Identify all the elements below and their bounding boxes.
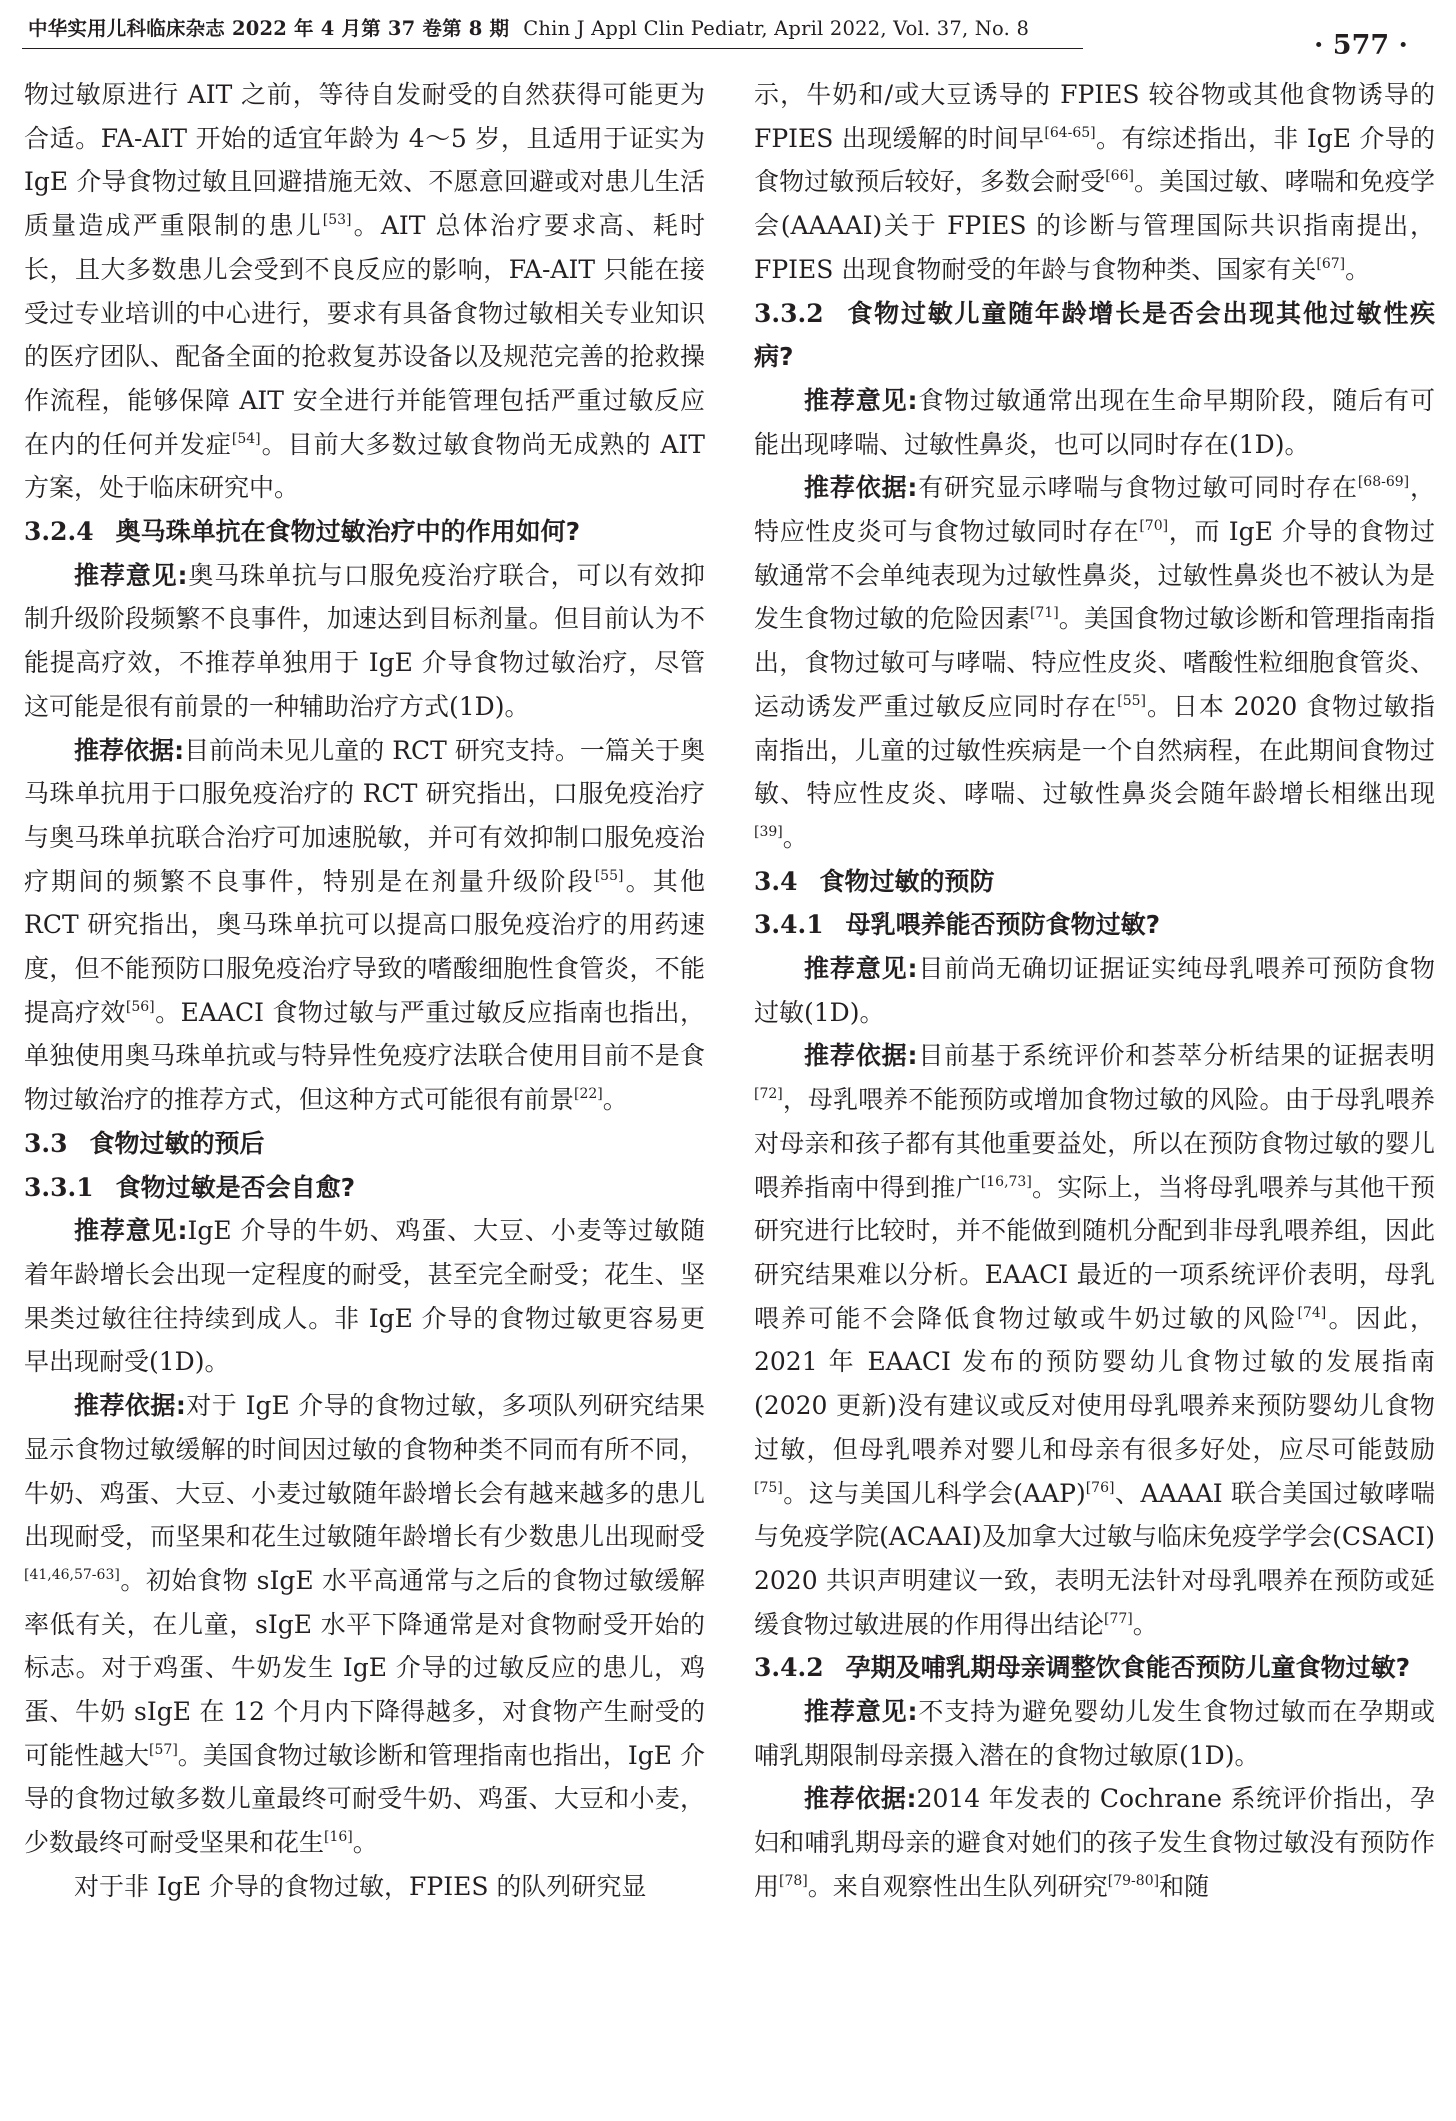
basis-label: 推荐依据: [804,1784,917,1814]
text: 对于 IgE 介导的食物过敏，多项队列研究结果显示食物过敏缓解的时间因过敏的食物种类不同而有所不同，牛奶、鸡蛋、大豆、小麦过敏随年龄增长会有越来越多的患儿出现耐受，而坚果和花生过敏随年龄增长有少数患儿出现耐受 [24,1391,705,1552]
citation: [22] [574,1086,603,1103]
citation: [76] [1085,1479,1115,1496]
text: 。实际上，当将母乳喂养与其他干预研究进行比较时，并不能做到随机分配到非母乳喂养组，因此研究结果难以分析。EAACI 最近的一项系统评价表明，母乳喂养可能不会降低食物过敏或牛奶过敏的风险 [754,1172,1435,1333]
basis-label: 推荐依据: [74,1391,186,1421]
header-rule [22,48,1083,49]
text: 。AIT 总体治疗要求高、耗时长，且大多数患儿会受到不良反应的影响，FA-AIT 只能在接受过专业培训的中心进行，要求有具备食物过敏相关专业知识的医疗团队、配备全面的抢救复苏设备以及规范完善的抢救操作流程，能够保障 AIT 安全进行并能管理包括严重过敏反应在内的任何并发症 [24,211,705,459]
section-number: 3.3.1 [24,1172,94,1202]
basis-label: 推荐依据: [74,735,185,765]
text: 目前尚未见儿童的 RCT 研究支持。一篇关于奥马珠单抗用于口服免疫治疗的 RCT 研究指出，口服免疫治疗与奥马珠单抗联合治疗可加速脱敏，并可有效抑制口服免疫治疗期间的频繁不良事件，特别是在剂量升级阶段 [24,735,705,896]
text: 。 [782,822,808,852]
text: 目前基于系统评价和荟萃分析结果的证据表明 [917,1041,1435,1071]
citation: [74] [1297,1304,1327,1321]
basis-paragraph [754,466,1435,859]
text: 。因此，2021 年 EAACI 发布的预防婴幼儿食物过敏的发展指南(2020 更新)没有建议或反对使用母乳喂养来预防婴幼儿食物过敏，但母乳喂养对婴儿和母亲有很多好处，应尽可能鼓励 [754,1303,1435,1464]
text: 。美国过敏、哮喘和免疫学会(AAAAI)关于 FPIES 的诊断与管理国际共识指南提出，FPIES 出现食物耐受的年龄与食物种类、国家有关 [754,167,1435,284]
text: 。有综述指出，非 IgE 介导的食物过敏预后较好，多数会耐受 [754,123,1435,197]
running-header [28,16,1083,42]
left-column [24,73,705,2113]
text: 物过敏原进行 AIT 之前，等待自发耐受的自然获得可能更为合适。FA-AIT 开始的适宜年龄为 4～5 岁，且适用于证实为 IgE 介导食物过敏且回避措施无效、不愿意回避或对患儿生活质量造成严重限制的患儿 [24,80,705,241]
citation: [41,46,57-63] [24,1566,120,1583]
section-heading-3-3-2 [754,292,1435,379]
text: 。 [602,1085,628,1115]
citation: [16,73] [980,1173,1032,1190]
section-heading-3-3-1 [24,1166,705,1210]
text: 。美国食物过敏诊断和管理指南也指出，IgE 介导的食物过敏多数儿童最终可耐受牛奶、鸡蛋、大豆和小麦，少数最终可耐受坚果和花生 [24,1740,705,1858]
text: ，特应性皮炎可与食物过敏同时存在 [754,473,1435,547]
text: 。日本 2020 食物过敏指南指出，儿童的过敏性疾病是一个自然病程，在此期间食物过敏、特应性皮炎、哮喘、过敏性鼻炎会随年龄增长相继出现 [754,691,1435,809]
basis-paragraph [754,1777,1435,1908]
recommendation-paragraph [24,554,705,729]
citation: [64-65] [1044,124,1096,141]
recommendation-paragraph [754,379,1435,466]
text: 。其他 RCT 研究指出，奥马珠单抗可以提高口服免疫治疗的用药速度，但不能预防口服免疫治疗导致的嗜酸细胞性食管炎，不能提高疗效 [24,866,705,1027]
basis-label: 推荐依据: [804,1041,918,1071]
section-title: 孕期及哺乳期母亲调整饮食能否预防儿童食物过敏? [845,1653,1411,1683]
text: 。美国食物过敏诊断和管理指南指出，食物过敏可与哮喘、特应性皮炎、嗜酸性粒细胞食管炎、运动诱发严重过敏反应同时存在 [754,604,1435,721]
recommendation-paragraph [754,947,1435,1034]
recommendation-label: 推荐意见: [804,1697,918,1727]
text: 。来自观察性出生队列研究 [807,1871,1108,1901]
section-number: 3.4 [754,866,798,896]
text: 不支持为避免婴幼儿发生食物过敏而在孕期或哺乳期限制母亲摄入潜在的食物过敏原(1D)。 [754,1697,1435,1770]
text: 有研究显示哮喘与食物过敏可同时存在 [917,473,1358,503]
basis-paragraph [24,1384,705,1865]
citation: [68-69] [1357,474,1410,491]
text: 。 [352,1828,378,1858]
section-heading-3-4 [754,860,1435,904]
citation: [39] [754,823,783,840]
section-heading-3-3 [24,1122,705,1166]
citation: [71] [1029,605,1059,622]
recommendation-paragraph [754,1690,1435,1777]
journal-title-cn: 中华实用儿科临床杂志 2022 年 4 月第 37 卷第 8 期 [28,17,510,40]
citation: [66] [1105,168,1134,185]
text: 食物过敏通常出现在生命早期阶段，随后有可能出现哮喘、过敏性鼻炎，也可以同时存在(1D)。 [754,385,1435,459]
text: 2014 年发表的 Cochrane 系统评价指出，孕妇和哺乳期母亲的避食对她们的孩子发生食物过敏没有预防作用 [754,1784,1435,1901]
text: ，母乳喂养不能预防或增加食物过敏的风险。由于母乳喂养对母亲和孩子都有其他重要益处，所以在预防食物过敏的婴儿喂养指南中得到推广 [754,1085,1435,1202]
text: 。这与美国儿科学会(AAP) [782,1478,1086,1508]
basis-paragraph [754,1034,1435,1646]
citation: [70] [1139,518,1169,535]
basis-paragraph [24,729,705,1122]
section-number: 3.4.2 [754,1653,824,1683]
recommendation-label: 推荐意见: [804,385,918,415]
citation: [53] [322,212,352,229]
text: 。初始食物 sIgE 水平高通常与之后的食物过敏缓解率低有关，在儿童，sIgE 水平下降通常是对食物耐受开始的标志。对于鸡蛋、牛奶发生 IgE 介导的过敏反应的患儿，鸡蛋、牛奶 sIgE 在 12 个月内下降得越多，对食物产生耐受的可能性越大 [24,1565,705,1770]
paragraph: 对于非 IgE 介导的食物过敏，FPIES 的队列研究显 [74,1871,647,1901]
text: 目前尚无确切证据证实纯母乳喂养可预防食物过敏(1D)。 [754,954,1435,1027]
citation: [78] [779,1872,808,1889]
citation: [79-80] [1107,1872,1160,1889]
text: 和随 [1159,1871,1210,1901]
section-heading-3-4-1 [754,903,1435,947]
journal-title-en: Chin J Appl Clin Pediatr, April 2022, Vol. 37, No. 8 [523,17,1030,40]
citation: [55] [594,867,624,884]
section-title: 食物过敏儿童随年龄增长是否会出现其他过敏性疾病? [754,298,1435,372]
section-title: 奥马珠单抗在食物过敏治疗中的作用如何? [115,517,581,547]
citation: [72] [754,1086,783,1103]
citation: [16] [324,1829,353,1846]
text: 。 [1345,254,1371,284]
section-title: 食物过敏是否会自愈? [115,1172,356,1202]
text: 示，牛奶和/或大豆诱导的 FPIES 较谷物或其他食物诱导的 FPIES 出现缓解的时间早 [754,80,1435,153]
right-column [754,73,1435,2113]
citation: [56] [125,998,155,1015]
citation: [54] [231,430,261,447]
basis-label: 推荐依据: [804,473,918,503]
text: 。 [1132,1609,1158,1639]
recommendation-paragraph [24,1209,705,1384]
text: 。目前大多数过敏食物尚无成熟的 AIT 方案，处于临床研究中。 [24,429,705,503]
section-title: 食物过敏的预后 [89,1128,265,1158]
citation: [75] [754,1479,783,1496]
citation: [77] [1104,1610,1133,1627]
text: ，而 IgE 介导的食物过敏通常不会单纯表现为过敏性鼻炎，过敏性鼻炎也不被认为是发生食物过敏的危险因素 [754,517,1435,634]
text: 奥马珠单抗与口服免疫治疗联合，可以有效抑制升级阶段频繁不良事件，加速达到目标剂量。但目前认为不能提高疗效，不推荐单独用于 IgE 介导食物过敏治疗，尽管这可能是很有前景的一种辅助治疗方式(1D)。 [24,560,705,721]
section-number: 3.3 [24,1128,68,1158]
paragraph [24,73,705,510]
section-number: 3.3.2 [754,298,824,328]
citation: [55] [1117,692,1146,709]
section-heading-3-2-4 [24,510,705,554]
section-number: 3.4.1 [754,910,824,940]
section-heading-3-4-2 [754,1646,1435,1690]
page-number: · 577 · [1314,30,1408,61]
citation: [67] [1316,255,1346,272]
section-title: 食物过敏的预防 [819,866,995,896]
recommendation-label: 推荐意见: [804,954,918,984]
citation: [57] [149,1741,178,1758]
recommendation-label: 推荐意见: [74,560,188,590]
section-number: 3.2.4 [24,517,94,547]
recommendation-label: 推荐意见: [74,1216,188,1246]
section-title: 母乳喂养能否预防食物过敏? [845,910,1161,940]
text: 、AAAAI 联合美国过敏哮喘与免疫学院(ACAAI)及加拿大过敏与临床免疫学学会(CSACI) 2020 共识声明建议一致，表明无法针对母乳喂养在预防或延缓食物过敏进展的作用得出结论 [754,1478,1435,1639]
text: 。EAACI 食物过敏与严重过敏反应指南也指出，单独使用奥马珠单抗或与特异性免疫疗法联合使用目前不是食物过敏治疗的推荐方式，但这种方式可能很有前景 [24,997,705,1115]
paragraph [754,73,1435,292]
text: IgE 介导的牛奶、鸡蛋、大豆、小麦等过敏随着年龄增长会出现一定程度的耐受，甚至完全耐受；花生、坚果类过敏往往持续到成人。非 IgE 介导的食物过敏更容易更早出现耐受(1D)。 [24,1216,705,1377]
